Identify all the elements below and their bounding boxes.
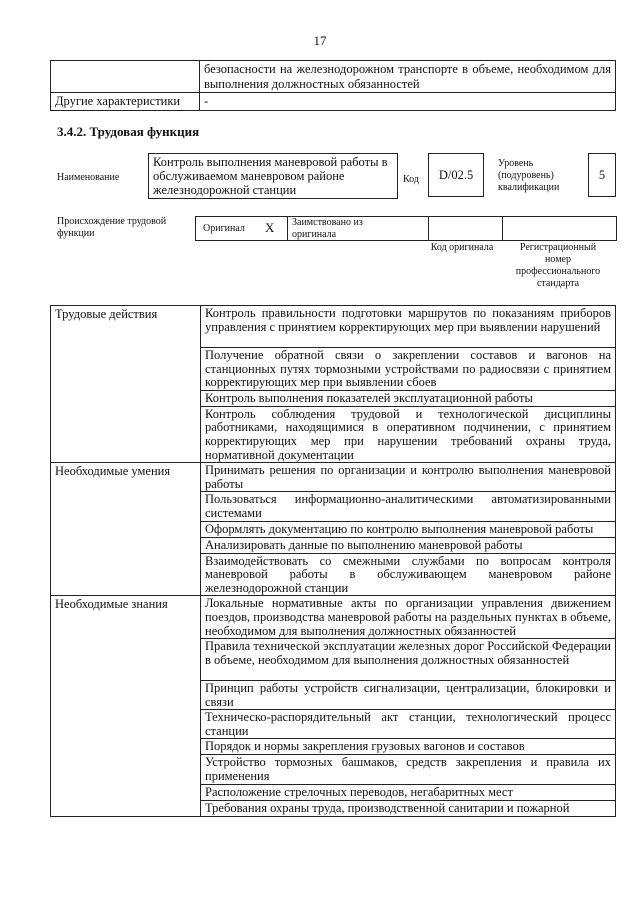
table-row: [51, 93, 616, 111]
row-text: безопасности на железнодорожном транспорте в объеме, необходимом для выполнения должностных обязанностей: [200, 61, 616, 93]
name-label: Наименование: [57, 172, 120, 183]
list-item: Локальные нормативные акты по организации управления движением поездов, производства маневровой работы на раздельных пунктах в объеме, необходимом для выполнения должностных обязанностей: [201, 596, 616, 639]
table-row: [51, 596, 616, 639]
original-mark: X: [265, 220, 275, 235]
divider: [502, 217, 503, 240]
borrowed-label: Заимствовано из оригинала: [292, 217, 363, 240]
level-box: [588, 153, 616, 197]
list-item: Взаимодействовать со смежными службами по вопросам контроля маневровой работы в обслуживающем маневровом районе железнодорожной станции: [201, 553, 616, 596]
function-code: D/02.5: [438, 168, 474, 182]
list-item: Контроль выполнения показателей эксплуатационной работы: [201, 390, 616, 406]
list-item: Контроль соблюдения трудовой и технологической дисциплины работниками, находящимися в оперативном подчинении, с принятием корректирующих мер при нарушении требований охраны труда, нормативной документации: [201, 406, 616, 462]
qualification-level: 5: [598, 168, 606, 182]
category-cell: Трудовые действия: [51, 306, 201, 463]
list-item: Техническо-распорядительный акт станции, технологический процесс станции: [201, 710, 616, 739]
list-item: Правила технической эксплуатации железных дорог Российской Федерации в объеме, необходимом для выполнения должностных обязанностей: [201, 639, 616, 681]
list-item: Расположение стрелочных переводов, негабаритных мест: [201, 784, 616, 800]
category-cell: Необходимые умения: [51, 463, 201, 596]
section-heading: 3.4.2. Трудовая функция: [57, 124, 200, 139]
page-number: 17: [313, 33, 327, 48]
list-item: Анализировать данные по выполнению маневровой работы: [201, 537, 616, 553]
code-caption: Код оригинала: [430, 242, 494, 253]
row-label: Другие характеристики: [51, 93, 200, 111]
list-item: Принимать решения по организации и контролю выполнения маневровой работы: [201, 463, 616, 492]
origin-label: Происхождение трудовой функции: [57, 216, 167, 239]
divider: [287, 217, 288, 240]
original-label: Оригинал: [203, 223, 245, 234]
code-box: [428, 153, 484, 197]
function-name-box: [148, 153, 398, 199]
function-name: Контроль выполнения маневровой работы в обслуживаемом маневровом районе железнодорожной станции: [153, 155, 388, 197]
table-row: [51, 306, 616, 348]
level-label: Уровень (подуровень) квалификации: [498, 158, 560, 193]
divider: [428, 217, 429, 240]
list-item: Требования охраны труда, производственной санитарии и пожарной: [201, 800, 616, 816]
list-item: Получение обратной связи о закреплении составов и вагонов на станционных путях тормозными устройствами по радиосвязи с принятием корректирующих мер при выявлении сбоев: [201, 348, 616, 391]
list-item: Пользоваться информационно-аналитическими автоматизированными системами: [201, 492, 616, 521]
list-item: Контроль правильности подготовки маршрутов по показаниям приборов управления с принятием корректирующих мер при выявлении нарушений: [201, 306, 616, 348]
table-row: [51, 61, 616, 93]
row-label: [51, 61, 200, 93]
list-item: Порядок и нормы закрепления грузовых вагонов и составов: [201, 739, 616, 755]
function-details-table: [50, 305, 616, 817]
list-item: Принцип работы устройств сигнализации, централизации, блокировки и связи: [201, 681, 616, 710]
registration-caption: Регистрационный номер профессионального стандарта: [515, 242, 601, 289]
continuation-table: [50, 60, 616, 111]
row-text: -: [200, 93, 616, 111]
category-cell: Необходимые знания: [51, 596, 201, 816]
code-label: Код: [403, 174, 419, 185]
table-row: [51, 463, 616, 492]
list-item: Устройство тормозных башмаков, средств закрепления и правила их применения: [201, 755, 616, 784]
origin-box: [195, 216, 617, 241]
list-item: Оформлять документацию по контролю выполнения маневровой работы: [201, 521, 616, 537]
